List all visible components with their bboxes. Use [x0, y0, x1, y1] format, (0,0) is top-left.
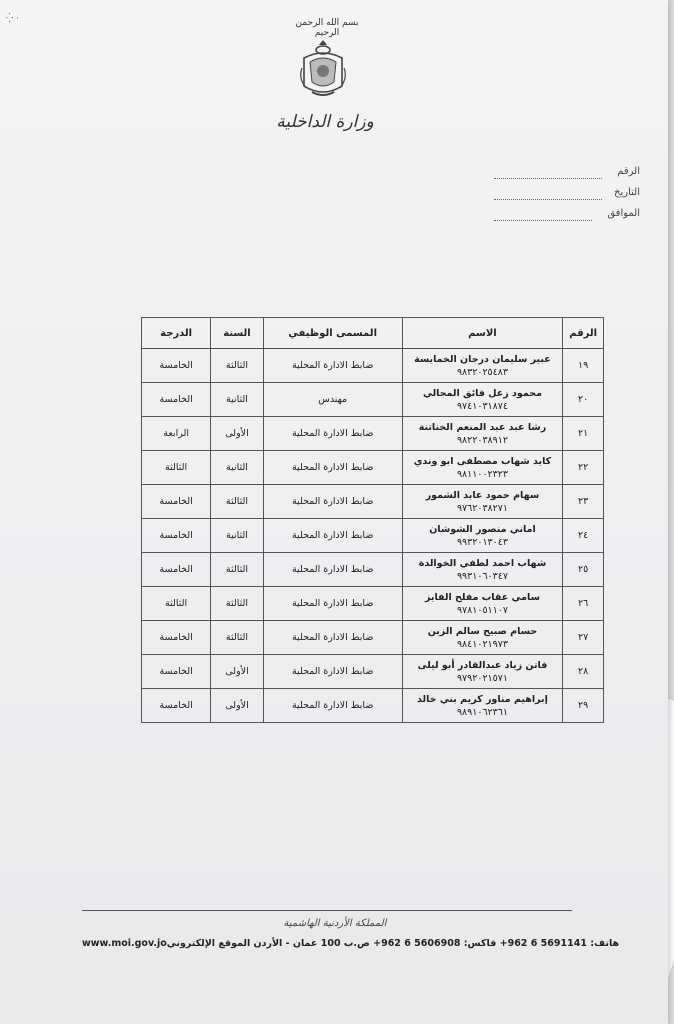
- employee-name: عبير سليمان درجان الخمايسة: [414, 353, 551, 365]
- table-row: [142, 655, 604, 689]
- header-name: الاسم: [402, 318, 563, 349]
- row-job-title: ضابط الادارة المحلية: [263, 349, 402, 383]
- table-row: [142, 451, 604, 485]
- meta-corresponding-line: [494, 220, 592, 221]
- table-row: [142, 587, 604, 621]
- ministry-name: وزارة الداخلية: [276, 112, 374, 132]
- national-id: ٩٩٣١٠٦٠٣٤٧: [456, 570, 508, 582]
- row-grade: الخامسة: [142, 349, 211, 383]
- row-job-title: ضابط الادارة المحلية: [263, 451, 402, 485]
- national-id: ٩٧٦٢٠٣٨٢٧١: [456, 502, 508, 514]
- table-row: [142, 485, 604, 519]
- corner-mark: ⁛ ·: [6, 14, 19, 24]
- national-id: ٩٧٤١٠٣١٨٧٤: [456, 400, 508, 412]
- row-name-cell: [402, 587, 563, 621]
- table-row: [142, 349, 604, 383]
- row-name-cell: [402, 689, 563, 723]
- row-name-cell: [402, 383, 563, 417]
- national-id: ٩٨٢٢٠٣٨٩١٢: [456, 434, 508, 446]
- row-number: ٢١: [563, 417, 604, 451]
- national-id: ٩٨٩١٠٦٢٣٦١: [456, 706, 508, 718]
- footer-contact-details: هاتف: 5691141 6 962+ فاكس: 5606908 6 962+ ص.ب 100 عمان - الأردن الموقع الإلكتروني: [166, 938, 620, 949]
- row-job-title: ضابط الادارة المحلية: [263, 655, 402, 689]
- table-header-row: [142, 318, 604, 349]
- national-id: ٩٩٣٢٠١٣٠٤٣: [456, 536, 508, 548]
- row-name-cell: [402, 485, 563, 519]
- row-grade: الخامسة: [142, 485, 211, 519]
- meta-date-line: [494, 199, 602, 200]
- row-number: ٢٩: [563, 689, 604, 723]
- row-grade: الخامسة: [142, 655, 211, 689]
- row-name-cell: [402, 349, 563, 383]
- row-name-cell: [402, 451, 563, 485]
- row-grade: الخامسة: [142, 383, 211, 417]
- row-name-cell: [402, 519, 563, 553]
- row-grade: الثالثة: [142, 451, 211, 485]
- table-row: [142, 417, 604, 451]
- row-job-title: ضابط الادارة المحلية: [263, 417, 402, 451]
- row-year: الثالثة: [211, 485, 263, 519]
- row-year: الثالثة: [211, 621, 263, 655]
- national-id: ٩٨٤١٠٢١٩٧٣: [456, 638, 508, 650]
- footer-website[interactable]: www.moi.gov.jo: [82, 938, 167, 949]
- employee-name: محمود زعل فائق المجالي: [422, 387, 542, 399]
- employee-name: سامي عقاب مفلح الفايز: [425, 591, 540, 603]
- table-row: [142, 519, 604, 553]
- table-row: [142, 689, 604, 723]
- row-grade: الخامسة: [142, 621, 211, 655]
- employee-name: رشا عبد عبد المنعم الخناتنة: [418, 421, 547, 433]
- footer-divider: [82, 910, 572, 911]
- row-year: الأولى: [211, 689, 263, 723]
- table-body: [142, 349, 604, 723]
- row-number: ٢٠: [563, 383, 604, 417]
- row-name-cell: [402, 553, 563, 587]
- row-number: ٢٢: [563, 451, 604, 485]
- meta-corresponding-label: الموافق: [607, 208, 640, 219]
- row-job-title: ضابط الادارة المحلية: [263, 587, 402, 621]
- employee-name: حسام صبيح سالم الزبن: [427, 625, 538, 637]
- row-year: الثانية: [211, 451, 263, 485]
- employee-name: سهام حمود عابد الشمور: [425, 489, 540, 501]
- row-year: الثانية: [211, 383, 263, 417]
- table-row: [142, 383, 604, 417]
- national-id: ٩٧٩٢٠٢١٥٧١: [456, 672, 508, 684]
- row-job-title: ضابط الادارة المحلية: [263, 621, 402, 655]
- row-year: الثالثة: [211, 553, 263, 587]
- row-job-title: مهندس: [263, 383, 402, 417]
- table-row: [142, 553, 604, 587]
- row-year: الأولى: [211, 417, 263, 451]
- row-grade: الخامسة: [142, 553, 211, 587]
- row-name-cell: [402, 417, 563, 451]
- national-id: ٩٨١١٠٠٢٣٢٣: [456, 468, 508, 480]
- row-name-cell: [402, 655, 563, 689]
- row-number: ٢٤: [563, 519, 604, 553]
- employee-name: إبراهيم مناور كريم بني خالد: [417, 693, 548, 705]
- footer-contact-line: [82, 938, 620, 949]
- header-number: الرقم: [563, 318, 604, 349]
- row-job-title: ضابط الادارة المحلية: [263, 485, 402, 519]
- row-name-cell: [402, 621, 563, 655]
- row-number: ٢٧: [563, 621, 604, 655]
- row-number: ١٩: [563, 349, 604, 383]
- row-job-title: ضابط الادارة المحلية: [263, 553, 402, 587]
- row-year: الثانية: [211, 519, 263, 553]
- row-grade: الثالثة: [142, 587, 211, 621]
- row-grade: الخامسة: [142, 689, 211, 723]
- national-id: ٩٨٣٢٠٢٥٤٨٣: [456, 366, 508, 378]
- row-year: الأولى: [211, 655, 263, 689]
- letterhead-basmala: بسم الله الرحمن الرحيم: [295, 18, 359, 38]
- row-number: ٢٨: [563, 655, 604, 689]
- row-grade: الرابعة: [142, 417, 211, 451]
- meta-number-line: [494, 178, 602, 179]
- employee-name: اماني منصور الشوشان: [429, 523, 536, 535]
- row-grade: الخامسة: [142, 519, 211, 553]
- national-id: ٩٧٨١٠٥١١٠٧: [456, 604, 508, 616]
- row-year: الثالثة: [211, 587, 263, 621]
- row-job-title: ضابط الادارة المحلية: [263, 519, 402, 553]
- employee-table: [141, 317, 604, 723]
- row-year: الثالثة: [211, 349, 263, 383]
- header-grade: الدرجة: [142, 318, 211, 349]
- employee-name: كايد شهاب مصطفى ابو وندي: [413, 455, 552, 467]
- coat-of-arms-emblem: [298, 38, 348, 100]
- row-job-title: ضابط الادارة المحلية: [263, 689, 402, 723]
- footer-kingdom: المملكة الأردنية الهاشمية: [283, 918, 387, 929]
- row-number: ٢٥: [563, 553, 604, 587]
- header-year: السنة: [211, 318, 263, 349]
- header-job-title: المسمى الوظيفي: [263, 318, 402, 349]
- meta-number-label: الرقم: [617, 166, 640, 177]
- employee-name: فاتن زياد عبدالقادر أبو ليلى: [417, 659, 548, 671]
- meta-date-label: التاريخ: [614, 187, 640, 198]
- row-number: ٢٦: [563, 587, 604, 621]
- table-row: [142, 621, 604, 655]
- employee-name: شهاب احمد لطفي الخوالدة: [418, 557, 547, 569]
- row-number: ٢٣: [563, 485, 604, 519]
